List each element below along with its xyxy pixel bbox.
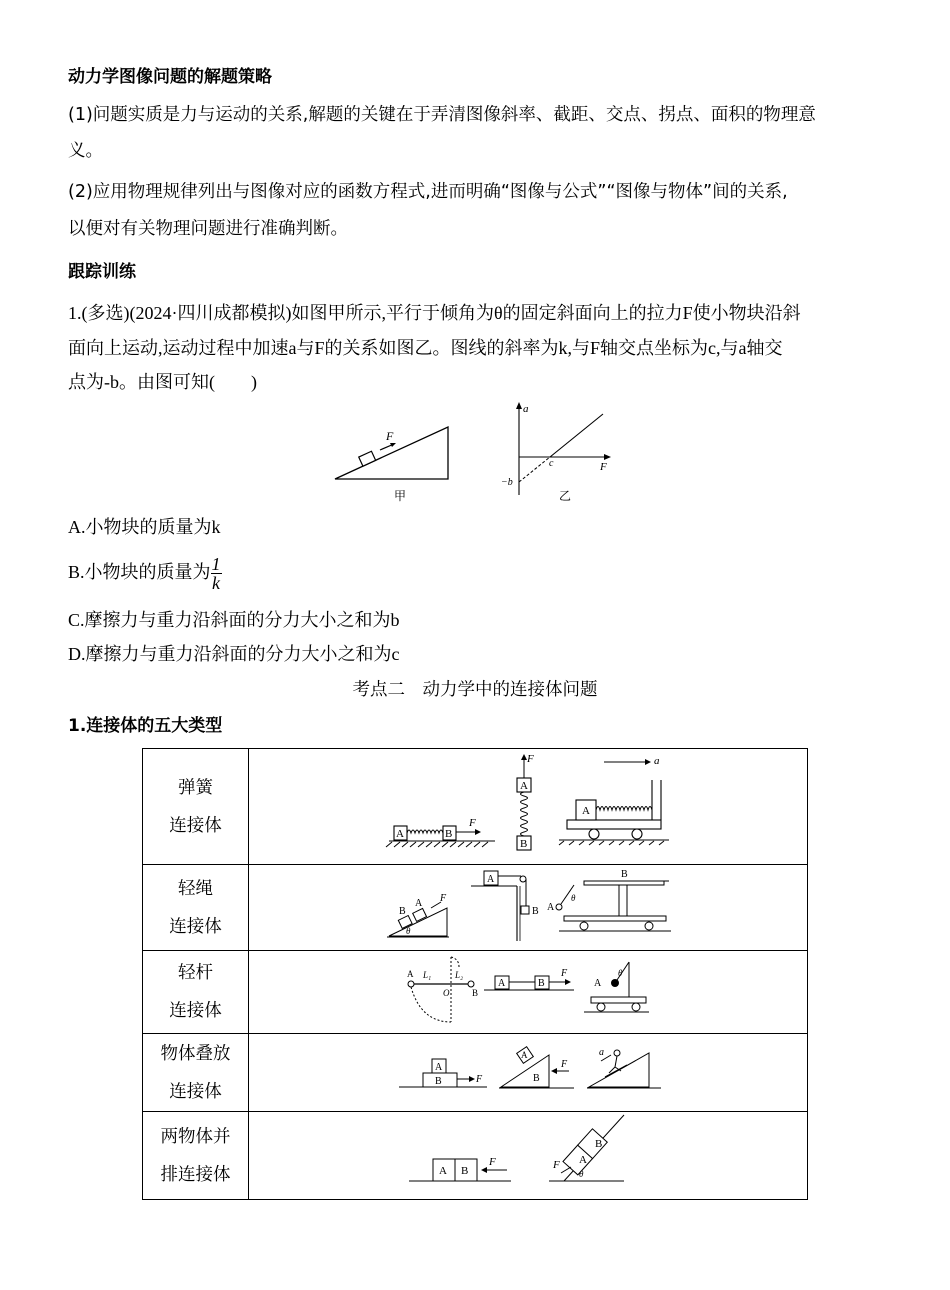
label-A-table: A bbox=[487, 873, 495, 885]
row-figure-side-by-side bbox=[249, 1112, 808, 1200]
row-figure-stacked bbox=[249, 1034, 808, 1112]
table-row bbox=[143, 865, 808, 951]
figure-yi bbox=[495, 400, 620, 505]
small-block bbox=[359, 451, 376, 466]
label-A-pendulum: A bbox=[547, 901, 555, 913]
label-theta-pendulum: θ bbox=[571, 892, 576, 903]
side-by-side-diagrams bbox=[249, 1113, 807, 1199]
row-figure-rope bbox=[249, 865, 808, 951]
label-L1: L₁ bbox=[423, 969, 432, 980]
spring-diagrams bbox=[249, 750, 807, 864]
strategy-p2-line2: 以便对有关物理问题进行准确判断。 bbox=[68, 219, 348, 239]
label-F-vertical: F bbox=[527, 752, 534, 765]
label-theta-rod-cart: θ bbox=[618, 967, 623, 978]
strategy-p1-line2: 义。 bbox=[68, 141, 103, 161]
label-A-cart: A bbox=[582, 804, 590, 817]
label-B-incline-push: B bbox=[595, 1137, 603, 1150]
label-F-incline-push: F bbox=[553, 1158, 560, 1171]
question-1-line1: 1.(多选)(2024·四川成都模拟)如图甲所示,平行于倾角为θ的固定斜面向上的拉力F使小物块沿斜 bbox=[68, 303, 801, 323]
label-A: A bbox=[396, 827, 404, 840]
figure-jia bbox=[330, 410, 460, 510]
row-label bbox=[143, 951, 249, 1034]
axis-label-F: F bbox=[600, 461, 607, 473]
label-A-incline-push: A bbox=[579, 1153, 587, 1166]
label-B-vertical: B bbox=[520, 837, 528, 850]
label-F: F bbox=[386, 429, 394, 443]
row-figure-spring bbox=[249, 749, 808, 865]
rope-diagrams bbox=[249, 866, 807, 950]
a-axis-arrow bbox=[516, 402, 522, 409]
table-row bbox=[143, 1034, 808, 1112]
row-label-line1: 物体叠放 bbox=[160, 1043, 231, 1064]
label-A-rod: A bbox=[407, 968, 414, 979]
practice-heading: 跟踪训练 bbox=[68, 262, 136, 282]
fraction-numerator: 1 bbox=[211, 554, 221, 575]
strategy-heading: 动力学图像问题的解题策略 bbox=[68, 67, 272, 87]
label-A-rod-cart: A bbox=[594, 977, 602, 989]
option-D: D.摩擦力与重力沿斜面的分力大小之和为c bbox=[68, 644, 400, 664]
cart-spring bbox=[596, 806, 652, 810]
label-B-cart: B bbox=[621, 868, 628, 880]
label-A-stacked: A bbox=[435, 1061, 443, 1073]
F-axis-arrow bbox=[604, 454, 611, 460]
graph-line bbox=[550, 414, 603, 457]
label-c: c bbox=[549, 458, 554, 469]
row-label-line1: 轻绳 bbox=[178, 878, 213, 899]
graph-extension-dashed bbox=[519, 457, 550, 482]
row-label bbox=[143, 1034, 249, 1112]
row-label-line2: 连接体 bbox=[169, 815, 222, 836]
label-B-rod-blocks: B bbox=[538, 977, 545, 989]
table-row bbox=[143, 951, 808, 1034]
question-1-line3: 点为-b。由图可知( ) bbox=[68, 372, 257, 392]
table-row bbox=[143, 1112, 808, 1200]
label-A-vertical: A bbox=[520, 779, 528, 792]
table-row bbox=[143, 749, 808, 865]
option-C: C.摩擦力与重力沿斜面的分力大小之和为b bbox=[68, 610, 400, 630]
label-B: B bbox=[445, 827, 453, 840]
option-B-fraction bbox=[211, 555, 222, 592]
row-label-line2: 排连接体 bbox=[160, 1164, 231, 1185]
stacked-diagrams bbox=[249, 1035, 807, 1111]
question-1-line2: 面向上运动,运动过程中加速a与F的关系如图乙。图线的斜率为k,与F轴交点坐标为c,与a轴交 bbox=[68, 338, 783, 358]
row-label bbox=[143, 1112, 249, 1200]
row-label-line1: 两物体并 bbox=[160, 1126, 231, 1147]
label-B-table: B bbox=[532, 905, 539, 917]
label-minus-b: −b bbox=[501, 477, 513, 488]
rod-diagrams bbox=[249, 952, 807, 1033]
row-label-line2: 连接体 bbox=[169, 1081, 222, 1102]
label-F-side: F bbox=[489, 1155, 496, 1168]
option-B bbox=[68, 548, 888, 596]
option-A: A.小物块的质量为k bbox=[68, 517, 221, 537]
label-B-rod: B bbox=[472, 987, 479, 998]
label-F-wedge: F bbox=[561, 1058, 568, 1070]
label-A-incline: A bbox=[415, 897, 423, 909]
row-label-line1: 弹簧 bbox=[178, 777, 213, 798]
label-F-incline: F bbox=[440, 892, 447, 904]
caption-jia: 甲 bbox=[394, 489, 407, 503]
axis-label-a: a bbox=[523, 403, 529, 415]
label-L2: L₂ bbox=[455, 969, 464, 980]
row-figure-rod bbox=[249, 951, 808, 1034]
label-B-incline: B bbox=[399, 905, 406, 917]
label-A-rod-blocks: A bbox=[498, 977, 506, 989]
strategy-p2-line1: (2)应用物理规律列出与图像对应的函数方程式,进而明确“图像与公式”“图像与物体”间的关系, bbox=[68, 182, 788, 202]
label-F: F bbox=[469, 816, 476, 829]
label-B-stacked: B bbox=[435, 1075, 442, 1087]
row-label-line1: 轻杆 bbox=[178, 963, 213, 983]
label-B-wedge: B bbox=[533, 1072, 540, 1084]
label-F-rod-blocks: F bbox=[561, 967, 568, 979]
fraction-denominator: k bbox=[212, 573, 221, 594]
section-2-title: 考点二 动力学中的连接体问题 bbox=[352, 680, 598, 700]
label-theta-incline-push: θ bbox=[579, 1168, 584, 1179]
connector-types-table bbox=[142, 748, 808, 1200]
row-label-line2: 连接体 bbox=[169, 1001, 222, 1021]
vertical-spring bbox=[521, 792, 528, 836]
label-O: O bbox=[443, 987, 450, 998]
label-theta-incline: θ bbox=[406, 925, 411, 936]
caption-yi: 乙 bbox=[559, 489, 572, 503]
cart-body bbox=[567, 820, 661, 829]
label-a-person: a bbox=[599, 1046, 604, 1058]
label-A-side: A bbox=[439, 1164, 447, 1177]
row-label bbox=[143, 865, 249, 951]
section-2-subtitle: 1.连接体的五大类型 bbox=[68, 716, 223, 736]
label-A-wedge: A bbox=[521, 1049, 528, 1060]
strategy-p1-line1: (1)问题实质是力与运动的关系,解题的关键在于弄清图像斜率、截距、交点、拐点、面积的物理意 bbox=[68, 105, 816, 125]
row-label-line2: 连接体 bbox=[169, 916, 222, 937]
label-B-side: B bbox=[461, 1164, 469, 1177]
label-a: a bbox=[654, 754, 660, 767]
label-F-stacked: F bbox=[476, 1073, 483, 1085]
row-label bbox=[143, 749, 249, 865]
spring-coil bbox=[407, 830, 443, 833]
option-B-text: B.小物块的质量为 bbox=[68, 562, 211, 582]
